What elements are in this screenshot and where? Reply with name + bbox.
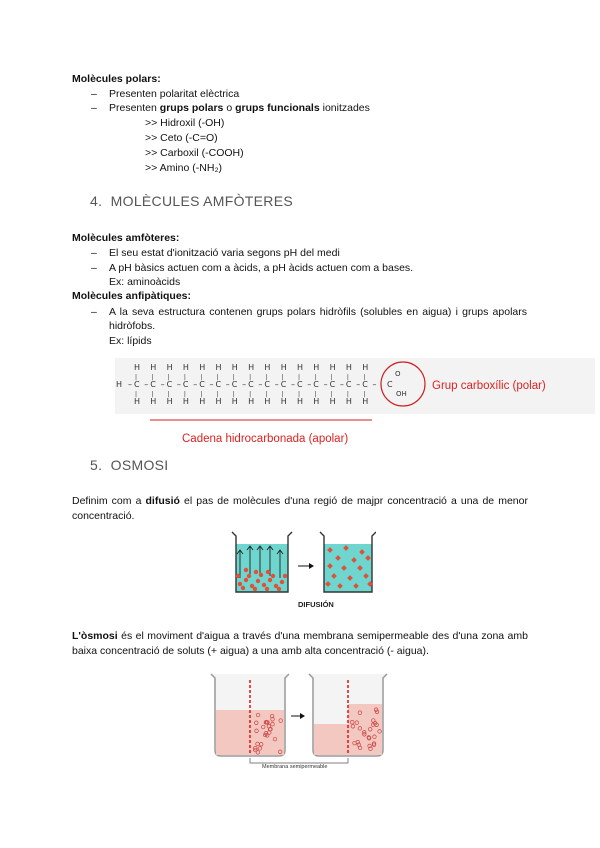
membrane-bracket xyxy=(250,758,348,763)
section-title: OSMOSI xyxy=(110,457,169,473)
bond: – xyxy=(225,380,230,389)
h-atom: H xyxy=(215,363,222,372)
anfipatiques-example: Ex: lípids xyxy=(109,335,152,347)
c-atom: C xyxy=(231,380,238,389)
bond: | xyxy=(330,391,333,398)
particle xyxy=(244,568,248,572)
bond: – xyxy=(258,380,263,389)
bond: | xyxy=(265,374,268,381)
h-atom: H xyxy=(150,397,157,406)
osmosi-paragraph xyxy=(72,629,528,659)
c-atom: C xyxy=(345,380,352,389)
bold-text: difusió xyxy=(145,495,180,507)
particle xyxy=(254,570,258,574)
c-atom: C xyxy=(329,380,336,389)
h-atom: H xyxy=(345,397,352,406)
beaker-after xyxy=(309,674,387,756)
text: ionitzades xyxy=(319,102,370,114)
c-atom: C xyxy=(199,380,205,389)
bond: | xyxy=(346,374,349,381)
bond: – xyxy=(144,380,149,389)
particle xyxy=(238,582,242,586)
c-atom: C xyxy=(166,380,173,389)
diffusion-label: DIFUSIÓN xyxy=(298,600,334,609)
bond: – xyxy=(356,380,361,389)
bond: | xyxy=(167,374,170,381)
bond: – xyxy=(323,380,328,389)
c-atom: C xyxy=(215,380,222,389)
chain-label: Cadena hidrocarbonada (apolar) xyxy=(182,433,349,445)
h-atom: H xyxy=(199,397,206,406)
c-atom: C xyxy=(182,380,189,389)
bond: | xyxy=(151,391,154,398)
c-atom: C xyxy=(248,380,254,389)
h-atom: H xyxy=(264,397,271,406)
particle xyxy=(271,574,275,578)
bond: | xyxy=(281,374,284,381)
bond: – xyxy=(160,380,165,389)
h-atom: H xyxy=(329,397,336,406)
section-title: MOLÈCULES AMFÒTERES xyxy=(110,193,293,209)
bond: | xyxy=(281,391,284,398)
fatty-acid-figure xyxy=(110,352,600,448)
solution-low xyxy=(314,724,348,755)
particle xyxy=(244,578,248,582)
h-atom: H xyxy=(116,380,123,389)
bond: – xyxy=(307,380,312,389)
h-atom: H xyxy=(215,397,222,406)
h-atom: H xyxy=(313,363,320,372)
h-atom: H xyxy=(313,397,320,406)
text: o xyxy=(223,102,236,114)
bond: | xyxy=(298,374,301,381)
section-4-heading xyxy=(90,193,293,209)
subitem-amino: >> Amino (-NH₂) xyxy=(145,162,223,174)
bond: | xyxy=(183,374,186,381)
bond: | xyxy=(314,374,317,381)
bullet-dash: – xyxy=(91,102,97,114)
bond: | xyxy=(265,391,268,398)
h-atom: H xyxy=(166,397,173,406)
h-atom: H xyxy=(182,397,189,406)
particle xyxy=(247,574,251,578)
h-atom: H xyxy=(231,363,238,372)
bond: | xyxy=(298,391,301,398)
particle xyxy=(280,580,284,584)
particle xyxy=(262,583,266,587)
polars-item-1: Presenten polaritat elèctrica xyxy=(109,88,240,100)
bond: | xyxy=(232,391,235,398)
diffusion-figure xyxy=(226,528,376,614)
particle xyxy=(266,570,270,574)
anfipatiques-item: A la seva estructura contenen grups polars hidròfils (solubles en aigua) i grups apolars hidròfobs. xyxy=(109,306,527,332)
text: és el moviment d'aigua a través d'una membrana semipermeable des d'una zona amb baixa concentració de soluts (+ aigua) a una amb alta concentració (- aigua). xyxy=(72,630,528,657)
membrane-label: Membrana semipermeable xyxy=(262,764,328,770)
bond: – xyxy=(193,380,198,389)
c-atom: C xyxy=(313,380,319,389)
h-atom: H xyxy=(199,363,206,372)
particle xyxy=(236,574,240,578)
section-number: 5. xyxy=(90,457,103,473)
bullet-dash: – xyxy=(91,306,97,318)
h-atom: H xyxy=(182,363,189,372)
bond: – xyxy=(274,380,279,389)
bond: – xyxy=(128,380,132,389)
h-atom: H xyxy=(345,363,352,372)
bond: | xyxy=(200,374,203,381)
h-atom: H xyxy=(150,363,157,372)
h-atom: H xyxy=(297,397,304,406)
osmosis-figure xyxy=(205,666,395,772)
bond: | xyxy=(135,391,138,398)
bond: – xyxy=(176,380,181,389)
c-atom: C xyxy=(134,380,140,389)
carboxyl-c-atom: C xyxy=(387,380,393,389)
bond: | xyxy=(363,374,366,381)
particle xyxy=(253,587,257,591)
bond: – xyxy=(209,380,214,389)
bullet-dash: – xyxy=(91,247,97,259)
difusio-paragraph xyxy=(72,494,528,524)
anfipatiques-heading: Molècules anfipàtiques: xyxy=(72,290,192,302)
section-5-heading xyxy=(90,457,168,473)
bond: | xyxy=(216,391,219,398)
bond: | xyxy=(249,391,252,398)
particle xyxy=(283,574,287,578)
bond: | xyxy=(167,391,170,398)
beaker-after xyxy=(320,532,376,592)
h-atom: H xyxy=(134,397,141,406)
h-atom: H xyxy=(329,363,336,372)
beaker-before xyxy=(211,674,289,756)
particle xyxy=(259,573,263,577)
bond: | xyxy=(314,391,317,398)
c-atom: C xyxy=(362,380,368,389)
c-atom: C xyxy=(280,380,287,389)
bond: | xyxy=(135,374,138,381)
bold-text: grups polars xyxy=(159,102,224,114)
bond: | xyxy=(363,391,366,398)
h-atom: H xyxy=(362,363,369,372)
amfoteres-example: Ex: aminoàcids xyxy=(109,276,181,288)
subitem-ceto: >> Ceto (-C=O) xyxy=(145,132,218,144)
particle xyxy=(241,586,245,590)
carboxyl-oh-group: OH xyxy=(396,390,407,398)
particle xyxy=(265,587,269,591)
text: Definim com a xyxy=(72,495,146,507)
particle xyxy=(268,578,272,582)
text: Presenten xyxy=(109,102,160,114)
h-atom: H xyxy=(362,397,369,406)
bold-text: L'òsmosi xyxy=(72,630,118,642)
bond: | xyxy=(330,374,333,381)
h-atom: H xyxy=(248,363,255,372)
amfoteres-item-2: A pH bàsics actuen com a àcids, a pH àcids actuen com a bases. xyxy=(109,262,414,274)
amfoteres-item-1: El seu estat d'ionització varia segons pH del medi xyxy=(109,247,340,259)
bond: | xyxy=(232,374,235,381)
bullet-dash: – xyxy=(91,88,97,100)
subitem-carboxil: >> Carboxil (-COOH) xyxy=(145,147,244,159)
arrow-head xyxy=(300,713,305,719)
particle xyxy=(256,579,260,583)
arrow-head xyxy=(309,563,314,569)
bond: – xyxy=(291,380,295,389)
h-atom: H xyxy=(248,397,255,406)
particle xyxy=(277,587,281,591)
polars-heading: Molècules polars: xyxy=(72,73,161,85)
bond: – xyxy=(372,380,377,389)
text: el pas de molècules d'una regió de majpr concentració a una de menor concentració. xyxy=(72,495,528,522)
h-atom: H xyxy=(297,363,304,372)
bullet-dash: – xyxy=(91,262,97,274)
h-atom: H xyxy=(134,363,141,372)
h-atom: H xyxy=(231,397,238,406)
bond: | xyxy=(216,374,219,381)
section-number: 4. xyxy=(90,193,103,209)
bond: | xyxy=(346,391,349,398)
bond: | xyxy=(249,374,252,381)
bond: | xyxy=(200,391,203,398)
c-atom: C xyxy=(297,380,303,389)
c-atom: C xyxy=(264,380,270,389)
bond: | xyxy=(183,391,186,398)
carboxyl-o-atom: O xyxy=(395,370,401,378)
carboxyl-label: Grup carboxílic (polar) xyxy=(432,380,546,392)
bond: | xyxy=(151,374,154,381)
h-atom: H xyxy=(264,363,271,372)
c-atom: C xyxy=(150,380,156,389)
h-atom: H xyxy=(280,397,287,406)
polars-item-2 xyxy=(109,101,370,115)
subitem-hidroxil: >> Hidroxil (-OH) xyxy=(145,117,225,129)
h-atom: H xyxy=(280,363,287,372)
bond: – xyxy=(242,380,247,389)
amfoteres-heading: Molècules amfòteres: xyxy=(72,232,180,244)
bold-text: grups funcionals xyxy=(235,102,320,114)
h-atom: H xyxy=(166,363,173,372)
beaker-before xyxy=(232,532,292,592)
bond: – xyxy=(339,380,344,389)
